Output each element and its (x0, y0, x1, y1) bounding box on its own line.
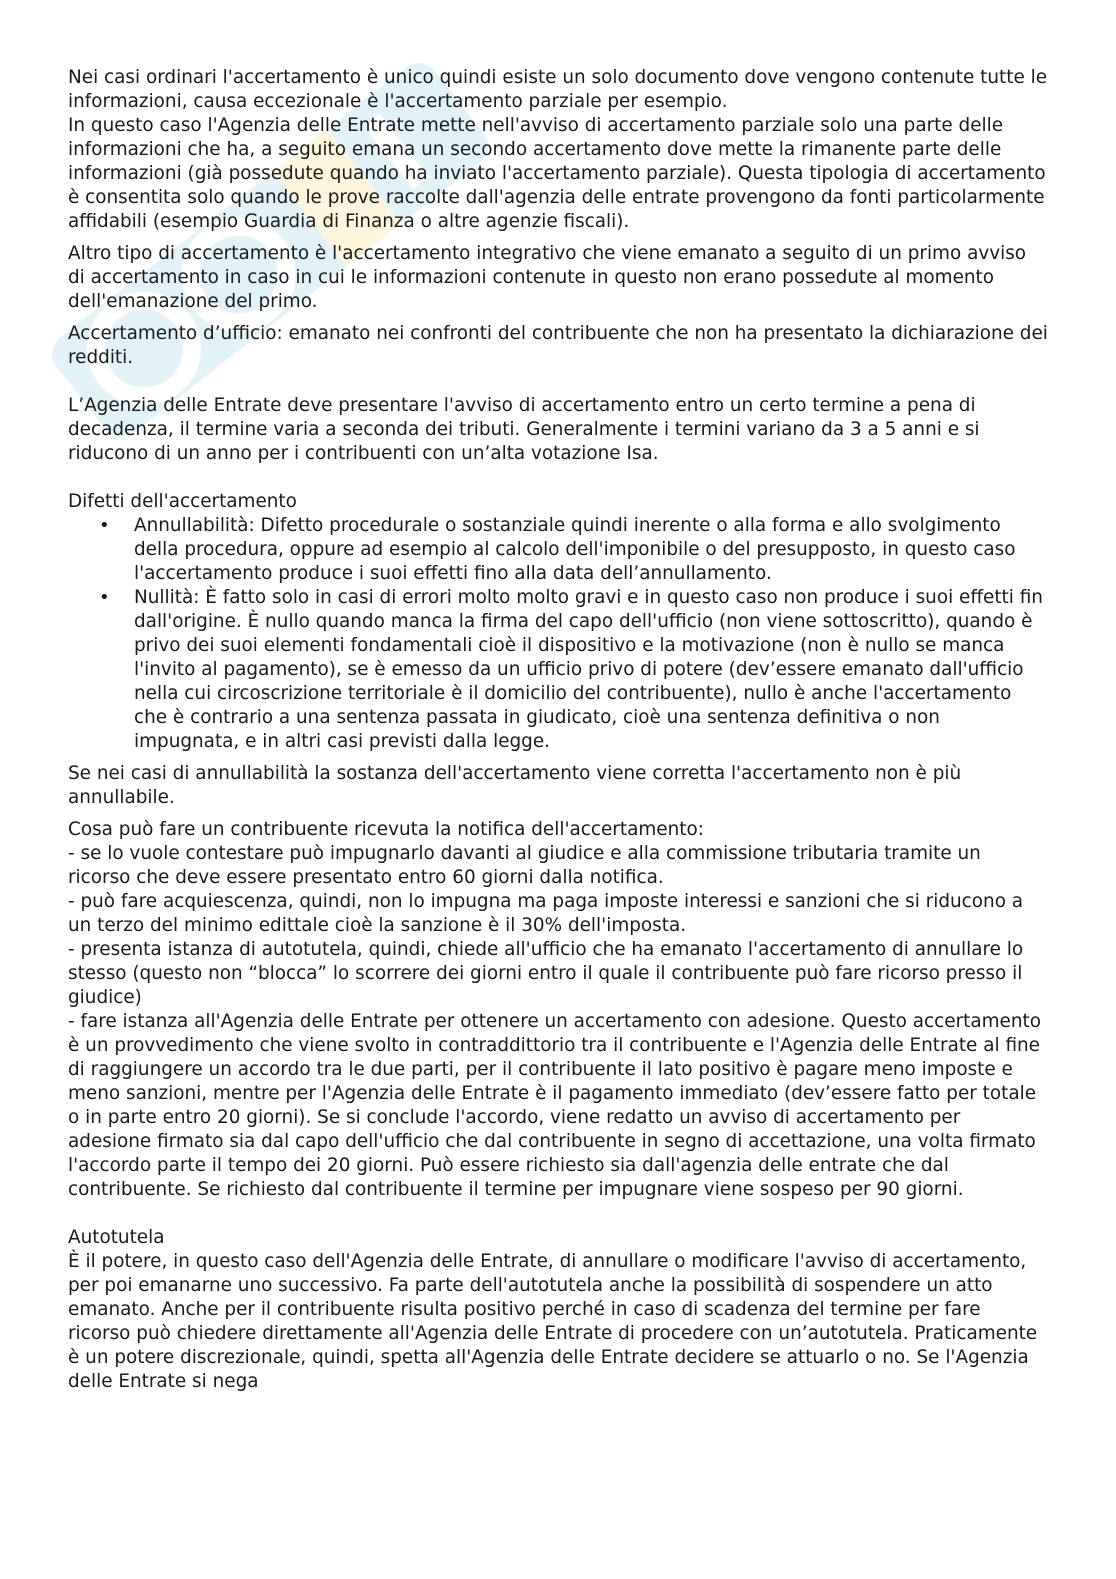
contribuente-option: - se lo vuole contestare può impugnarlo davanti al giudice e alla commissione tributaria tramite un ricorso che deve essere presentato entro 60 giorni dalla notifica. (68, 843, 981, 888)
list-item-text: Nullità: È fatto solo in casi di errori molto molto gravi e in questo caso non produce i suoi effetti fin dall'origine. È nullo quando manca la firma del capo dell'ufficio (non viene sottoscritto), quando è privo dei suoi elementi fondamentali cioè il dispositivo e la motivazione (non è nullo se manca l'invito al pagamento), se è emesso da un ufficio privo di potere (dev’essere emanato dall'ufficio nella cui circoscrizione territoriale è il domicilio del contribuente), nullo è anche l'accertamento che è contrario a una sentenza passata in giudicato, cioè una sentenza definitiva o non impugnata, e in altri casi previsti dalla legge. (134, 587, 1043, 752)
heading-difetti: Difetti dell'accertamento (68, 491, 297, 512)
paragraph-annullabilita: Se nei casi di annullabilità la sostanza dell'accertamento viene corretta l'accertamento non è più annullabile. (68, 763, 962, 808)
paragraph-accertamento-ordinario: Nei casi ordinari l'accertamento è unico quindi esiste un solo documento dove vengono contenute tutte le informazioni, causa eccezionale è l'accertamento parziale per esempio. (68, 67, 1048, 112)
bullet-icon: • (99, 515, 110, 536)
paragraph-contribuente-intro: Cosa può fare un contribuente ricevuta la notifica dell'accertamento: (68, 819, 704, 840)
contribuente-option: - fare istanza all'Agenzia delle Entrate per ottenere un accertamento con adesione. Questo accertamento è un provvedimento che viene svolto in contraddittorio tra il contribuente e l'Agenzia delle Entrate al fine di raggiungere un accordo tra le due parti, per il contribuente il lato positivo è pagare meno imposte e meno sanzioni, mentre per l'Agenzia delle Entrate è il pagamento immediato (dev’essere fatto per totale o in parte entro 20 giorni). Se si conclude l'accordo, viene redatto un avviso di accertamento per adesione firmato sia dal capo dell'ufficio che dal contribuente in segno di accettazione, una volta firmato l'accordo parte il tempo dei 20 giorni. Può essere richiesto sia dall'agenzia delle entrate che dal contribuente. Se richiesto dal contribuente il termine per impugnare viene sospeso per 90 giorni. (68, 1011, 1041, 1200)
document-body (68, 66, 1048, 1394)
paragraph-accertamento-ufficio: Accertamento d’ufficio: emanato nei confronti del contribuente che non ha presentato la dichiarazione dei redditi. (68, 323, 1048, 368)
heading-autotutela: Autotutela (68, 1227, 165, 1248)
paragraph-accertamento-parziale: In questo caso l'Agenzia delle Entrate mette nell'avviso di accertamento parziale solo una parte delle informazioni che ha, a seguito emana un secondo accertamento dove mette la rimanente parte delle informazioni (già possedute quando ha inviato l'accertamento parziale). Questa tipologia di accertamento è consentita solo quando le prove raccolte dall'agenzia delle entrate provengono da fonti particolarmente affidabili (esempio Guardia di Finanza o altre agenzie fiscali). (68, 115, 1046, 232)
contribuente-option: - presenta istanza di autotutela, quindi, chiede all'ufficio che ha emanato l'accertamento di annullare lo stesso (questo non “blocca” lo scorrere dei giorni entro il quale il contribuente può fare ricorso presso il giudice) (68, 939, 1024, 1008)
difetti-list (68, 514, 1048, 754)
paragraph-autotutela: È il potere, in questo caso dell'Agenzia delle Entrate, di annullare o modificare l'avviso di accertamento, per poi emanarne uno successivo. Fa parte dell'autotutela anche la possibilità di sospendere un atto emanato. Anche per il contribuente risulta positivo perché in caso di scadenza del termine per fare ricorso può chiedere direttamente all'Agenzia delle Entrate di procedere con un’autotutela. Praticamente è un potere discrezionale, quindi, spetta all'Agenzia delle Entrate decidere se attuarlo o no. Se l'Agenzia delle Entrate si nega (68, 1251, 1038, 1392)
list-item (68, 586, 1048, 754)
list-item (68, 514, 1048, 586)
list-item-text: Annullabilità: Difetto procedurale o sostanziale quindi inerente o alla forma e allo svolgimento della procedura, oppure ad esempio al calcolo dell'imponibile o del presupposto, in questo caso l'accertamento produce i suoi effetti fino alla data dell’annullamento. (134, 515, 1016, 584)
bullet-icon: • (99, 587, 110, 608)
paragraph-termini: L’Agenzia delle Entrate deve presentare l'avviso di accertamento entro un certo termine a pena di decadenza, il termine varia a seconda dei tributi. Generalmente i termini variano da 3 a 5 anni e si riducono di un anno per i contribuenti con un’alta votazione Isa. (68, 395, 980, 464)
paragraph-accertamento-integrativo: Altro tipo di accertamento è l'accertamento integrativo che viene emanato a seguito di un primo avviso di accertamento in caso in cui le informazioni contenute in questo non erano possedute al momento dell'emanazione del primo. (68, 243, 1027, 312)
contribuente-option: - può fare acquiescenza, quindi, non lo impugna ma paga imposte interessi e sanzioni che si riducono a un terzo del minimo edittale cioè la sanzione è il 30% dell'imposta. (68, 891, 1024, 936)
